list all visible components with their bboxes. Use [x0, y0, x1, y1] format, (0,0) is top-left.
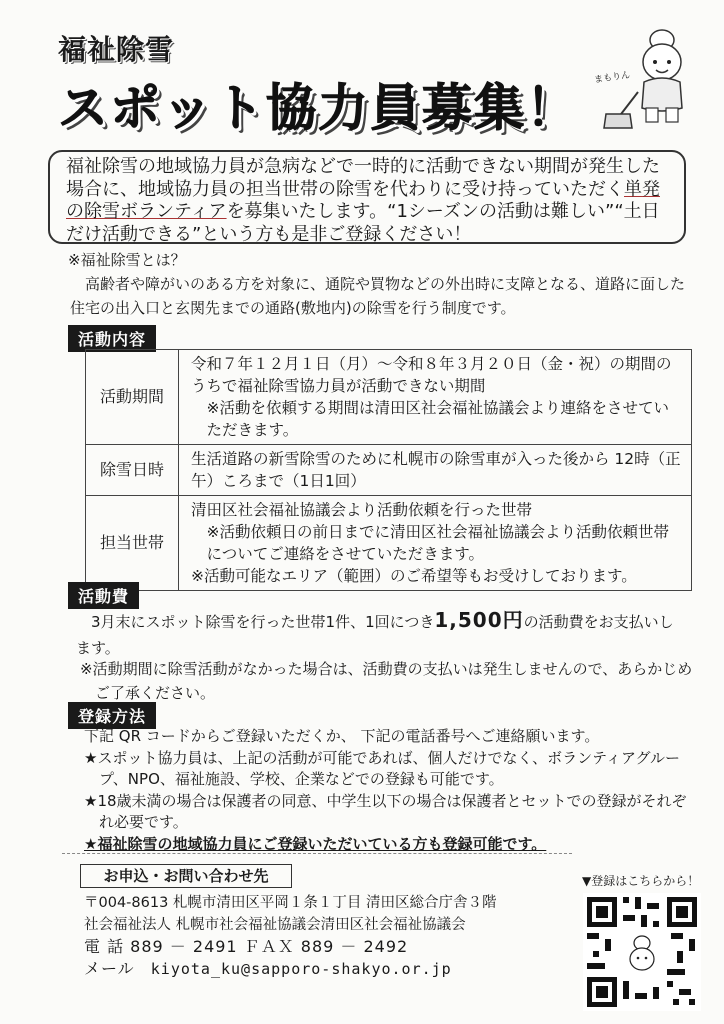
table-row: [86, 496, 692, 591]
contact-phone: 電 話 889 － 2491 ＦＡＸ 889 － 2492: [84, 937, 409, 956]
fee-note: ※活動期間に除雪活動がなかった場合は、活動費の支払いは発生しませんので、あらかじめご了承ください。: [80, 660, 693, 702]
divider: [62, 853, 572, 854]
page-title: スポット協力員募集！: [58, 79, 578, 137]
contact-email-link[interactable]: kiyota_ku@sapporo-shakyo.or.jp: [150, 960, 452, 978]
contact-org: 社会福祉法人 札幌市社会福祉協議会清田区社会福祉協議会: [84, 917, 466, 933]
registration-list: [84, 726, 688, 855]
mascot-illustration: [593, 22, 695, 134]
cell-line: 生活道路の新雪除雪のために札幌市の除雪車が入った後から 12時（正午）ころまで（1日1回）: [191, 450, 681, 490]
qr-code[interactable]: [583, 893, 701, 1011]
table-header-cell: 担当世帯: [86, 496, 179, 591]
table-header-cell: 活動期間: [86, 350, 179, 445]
registration-line: ★スポット協力員は、上記の活動が可能であれば、個人だけでなく、ボランティアグループ、NPO、福祉施設、学校、企業などでの登録も可能です。: [84, 748, 681, 788]
registration-line: ★18歳未満の場合は保護者の同意、中学生以下の場合は保護者とセットでの登録がそれぞれ必要です。: [84, 791, 687, 831]
cell-line: 令和７年１２月１日（月）～令和８年３月２０日（金・祝）の期間のうちで福祉除雪協力員が活動できない期間: [191, 355, 672, 395]
fee-text: [76, 607, 688, 661]
contact-heading: お申込・お問い合わせ先: [80, 864, 292, 888]
about-body: 高齢者や障がいのある方を対象に、通院や買物などの外出時に支障となる、道路に面した住宅の出入口と玄関先までの通路(敷地内)の除雪を行う制度です。: [70, 275, 686, 317]
mascot-caption: まもりん: [593, 70, 631, 86]
fee-amount: 1,500円: [434, 608, 524, 632]
table-cell: [179, 445, 692, 496]
contact-address: 〒004-8613 札幌市清田区平岡１条１丁目 清田区総合庁舎３階: [84, 895, 497, 911]
intro-box: [48, 150, 686, 244]
qr-label: ▼登録はこちらから！: [582, 874, 700, 888]
fee-label: 活動費: [68, 582, 139, 609]
table-row: [86, 445, 692, 496]
intro-underlined: 単発の除雪ボランティア: [66, 178, 660, 222]
registration-label: 登録方法: [68, 702, 156, 729]
qr-code-icon: [583, 893, 701, 1011]
activity-table: [85, 349, 692, 591]
cell-line: ※活動を依頼する期間は清田区社会福祉協議会より連絡をさせていただきます。: [206, 399, 669, 439]
cell-line: ※活動依頼日の前日までに清田区社会福祉協議会より活動依頼世帯についてご連絡をさせていただきます。: [206, 523, 669, 563]
contact-block: [84, 892, 574, 980]
intro-text-1: 福祉除雪の地域協力員が急病などで一時的に活動できない期間が発生した場合に、地域協力員の担当世帯の除雪を代わりに受け持っていただく: [66, 156, 660, 200]
fee-text-after: の活動費をお支払いします。: [76, 613, 674, 657]
table-header-cell: 除雪日時: [86, 445, 179, 496]
intro-text-2: を募集いたします。“1シーズンの活動は難しい”“土日だけ活動できる”という方も是非ご登録ください！: [66, 201, 660, 245]
table-row: [86, 350, 692, 445]
registration-bold-line: ★福祉除雪の地域協力員にご登録いただいている方も登録可能です。: [84, 834, 547, 853]
table-cell: [179, 496, 692, 591]
table-cell: [179, 350, 692, 445]
about-heading: ※福祉除雪とは？: [68, 251, 186, 269]
cell-line: ※活動可能なエリア（範囲）のご希望等もお受けしております。: [191, 567, 637, 585]
fee-text-before: 3月末にスポット除雪を行った世帯1件、1回につき: [91, 613, 435, 631]
registration-line: 下記 QR コードからご登録いただくか、 下記の電話番号へご連絡願います。: [84, 727, 600, 745]
contact-mail-label: メール: [84, 959, 135, 978]
cell-line: 清田区社会福祉協議会より活動依頼を行った世帯: [191, 501, 533, 519]
page-subtitle: 福祉除雪: [58, 33, 175, 66]
activity-label: 活動内容: [68, 325, 156, 352]
